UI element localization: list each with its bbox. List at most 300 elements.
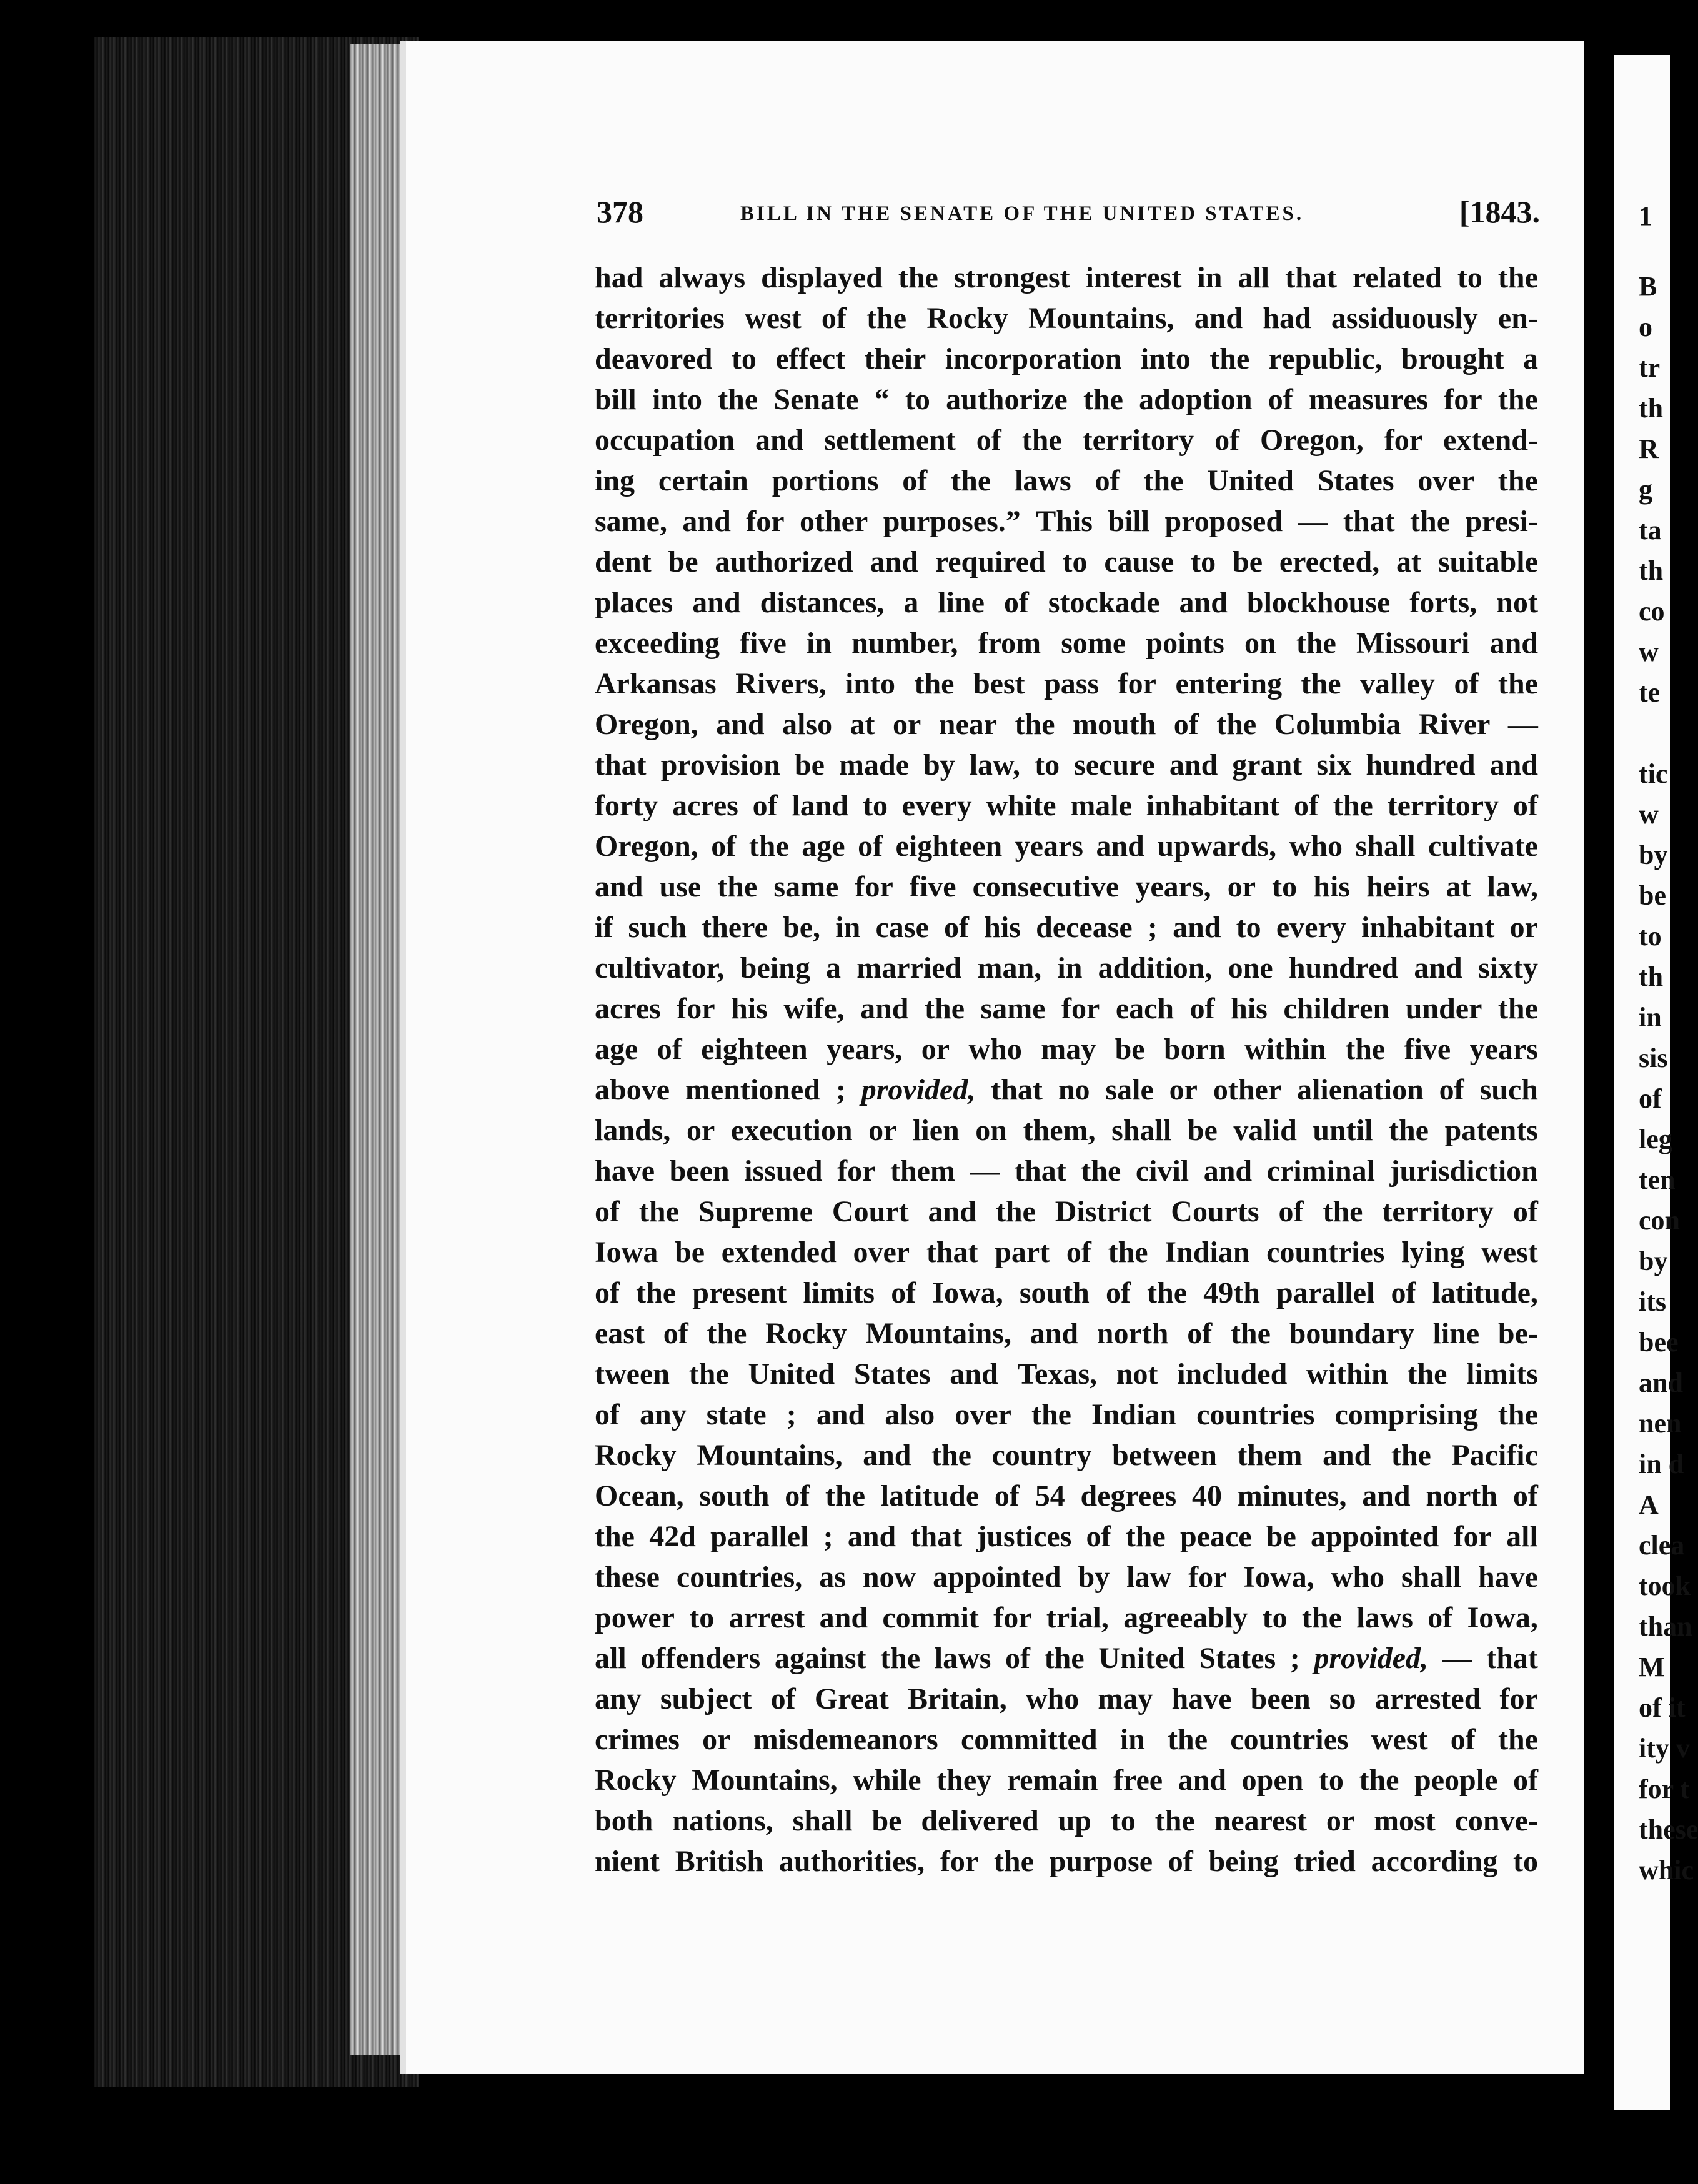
word: arrested [1374, 1682, 1481, 1715]
word: lien [913, 1114, 960, 1147]
word: that [595, 748, 647, 782]
word: of [1439, 1073, 1464, 1106]
word: of [752, 789, 778, 822]
word: to [905, 383, 930, 416]
word: be, [783, 911, 821, 944]
word: and [1030, 1317, 1079, 1350]
word: of [1066, 1236, 1091, 1269]
word: be [794, 748, 825, 782]
word: and [860, 992, 909, 1025]
word: children [1283, 992, 1390, 1025]
word: the [1389, 1114, 1429, 1147]
word: the [1497, 464, 1538, 497]
word: law, [1487, 870, 1538, 903]
word: or [1169, 1073, 1198, 1106]
word: six [1316, 748, 1352, 782]
word: of [1214, 424, 1240, 457]
word: for [1444, 383, 1482, 416]
word: and [692, 586, 741, 619]
word: the [914, 667, 955, 700]
facing-page-fragment: took [1639, 1571, 1691, 1601]
word: cultivate [1428, 830, 1538, 863]
word: Pacific [1451, 1439, 1538, 1472]
word: some [1061, 627, 1126, 660]
word: Iowa, [1243, 1561, 1314, 1594]
word: of [1450, 1723, 1476, 1756]
word: deavored [595, 342, 713, 375]
word: case [875, 911, 929, 944]
word: of [1003, 586, 1029, 619]
word: ; [1289, 1642, 1300, 1675]
facing-page-fragment: ity v [1639, 1733, 1690, 1764]
word: the [1301, 667, 1341, 700]
facing-page-fragment: its [1639, 1286, 1666, 1317]
word: or [702, 1723, 731, 1756]
facing-page-fragment: te [1639, 677, 1661, 708]
word: certain [658, 464, 748, 497]
word: on [975, 1114, 1007, 1147]
word: Iowa, [932, 1276, 1003, 1309]
word: and [1203, 1154, 1253, 1188]
word: have [595, 1154, 655, 1188]
word: the [866, 302, 907, 335]
word: of [1005, 1642, 1031, 1675]
word: 42d [649, 1520, 696, 1553]
word: south [699, 1479, 770, 1512]
word: use [659, 870, 702, 903]
word: the [1407, 1358, 1447, 1391]
word: land [792, 789, 849, 822]
word: and [847, 1520, 896, 1553]
word: the [1497, 383, 1538, 416]
word: crimes [595, 1723, 680, 1756]
word: until [1313, 1114, 1373, 1147]
word: Indian [1091, 1398, 1177, 1431]
word: of [994, 1479, 1020, 1512]
word: power [595, 1601, 675, 1634]
facing-page-fragment: bee [1639, 1327, 1679, 1358]
word: the [1497, 1723, 1538, 1756]
word: provided, [861, 1073, 976, 1106]
text-line [595, 460, 1538, 501]
word: open [1241, 1764, 1304, 1797]
text-line [595, 1800, 1538, 1841]
word: or [1227, 870, 1256, 903]
word: people [1414, 1764, 1498, 1797]
word: of [1187, 1317, 1213, 1350]
word: in [1120, 1723, 1145, 1756]
word: and [1173, 911, 1221, 944]
text-line [595, 379, 1538, 420]
word: tried [1294, 1845, 1356, 1878]
word: and [1194, 302, 1243, 335]
word: District [1055, 1195, 1152, 1228]
word: five [1404, 1033, 1451, 1066]
word: — [1442, 1642, 1472, 1675]
word: of [663, 1317, 688, 1350]
word: alienation [1297, 1073, 1424, 1106]
word: appointed [1311, 1520, 1439, 1553]
word: acres [672, 789, 738, 822]
word: extended [721, 1236, 837, 1269]
word: of [1189, 992, 1215, 1025]
word: States [1199, 1642, 1276, 1675]
word: and [716, 708, 765, 741]
word: being [740, 951, 810, 985]
word: and [1489, 627, 1538, 660]
word: ; [786, 1398, 797, 1431]
word: five [740, 627, 787, 660]
word: within [1244, 1033, 1326, 1066]
word: offenders [640, 1642, 761, 1675]
word: over [955, 1398, 1011, 1431]
text-line [595, 1151, 1538, 1191]
word: shall [1401, 1561, 1462, 1594]
facing-page-fragment: B [1639, 271, 1657, 302]
word: north [1096, 1317, 1169, 1350]
word: blockhouse [1246, 586, 1391, 619]
word: This [1036, 505, 1093, 538]
word: for [940, 1845, 979, 1878]
word: and [682, 505, 731, 538]
word: inhabitant [1361, 911, 1495, 944]
word: dent [595, 545, 652, 578]
text-line [595, 298, 1538, 339]
word: one [1228, 951, 1273, 985]
word: Missouri [1356, 627, 1470, 660]
word: for [1499, 1682, 1538, 1715]
word: of [1512, 789, 1538, 822]
facing-page-fragment: than [1639, 1611, 1692, 1642]
word: the [1391, 1439, 1431, 1472]
word: by [923, 748, 955, 782]
word: eighteen [895, 830, 1003, 863]
word: be [1233, 545, 1263, 578]
word: male [1070, 789, 1132, 822]
text-line [595, 1557, 1538, 1597]
word: also [885, 1398, 935, 1431]
word: to [1110, 1804, 1136, 1837]
word: patents [1444, 1114, 1538, 1147]
word: sale [1105, 1073, 1154, 1106]
word: Iowa [595, 1236, 658, 1269]
word: misdemeanors [753, 1723, 938, 1756]
word: upwards, [1157, 830, 1277, 863]
facing-page-fragment: to [1639, 921, 1662, 951]
word: the [1216, 708, 1257, 741]
word: Columbia [1274, 708, 1401, 741]
word: tween [595, 1358, 670, 1391]
word: no [1058, 1073, 1090, 1106]
word: of [595, 1276, 620, 1309]
word: of [1086, 1520, 1111, 1553]
text-line [595, 420, 1538, 460]
word: country [991, 1439, 1092, 1472]
word: over [1417, 464, 1474, 497]
word: also [782, 708, 833, 741]
word: laws [1015, 464, 1071, 497]
word: countries [1266, 1236, 1385, 1269]
word: both [595, 1804, 653, 1837]
word: line [938, 586, 985, 619]
text-line [595, 1760, 1538, 1800]
word: of [1278, 1195, 1304, 1228]
facing-page-fragment: th [1639, 555, 1664, 586]
word: the [1323, 1195, 1363, 1228]
word: shall [1111, 1114, 1172, 1147]
word: be [1187, 1114, 1218, 1147]
word: stockade [1048, 586, 1160, 619]
word: east [595, 1317, 645, 1350]
word: civil [1135, 1154, 1189, 1188]
word: cultivator, [595, 951, 725, 985]
word: provision [660, 748, 780, 782]
word: and [816, 1398, 865, 1431]
word: minutes, [1237, 1479, 1347, 1512]
word: have [1477, 1561, 1538, 1594]
word: of [595, 1398, 620, 1431]
word: into [1140, 342, 1191, 375]
word: ; [1147, 911, 1158, 944]
text-line [595, 826, 1538, 866]
word: between [1112, 1439, 1217, 1472]
word: required [935, 545, 1046, 578]
header-year: [1843. [1459, 194, 1540, 229]
word: inhabitant [1146, 789, 1280, 822]
word: been [669, 1154, 730, 1188]
facing-page-fragment: w [1639, 637, 1659, 667]
text-line [595, 1435, 1538, 1476]
word: or [921, 1033, 950, 1066]
text-line [595, 745, 1538, 785]
word: justices [976, 1520, 1072, 1553]
word: the [1497, 667, 1538, 700]
facing-page-fragment: by [1639, 840, 1668, 870]
word: of [1106, 1276, 1131, 1309]
word: years, [827, 1033, 903, 1066]
text-line [595, 1516, 1538, 1557]
word: born [1164, 1033, 1226, 1066]
word: the [1147, 1276, 1188, 1309]
text-line [595, 257, 1538, 298]
word: had [595, 261, 643, 294]
word: to [862, 789, 888, 822]
word: the [1031, 1398, 1071, 1431]
word: republic, [1268, 342, 1383, 375]
word: of [1512, 1479, 1538, 1512]
word: the [1497, 1398, 1538, 1431]
word: authorized [715, 545, 853, 578]
word: nient [595, 1845, 660, 1878]
word: territory [1382, 1195, 1494, 1228]
word: shall [1355, 830, 1416, 863]
word: limits [1466, 1358, 1538, 1391]
word: and [1096, 830, 1144, 863]
word: on [1244, 627, 1276, 660]
word: who [968, 1033, 1022, 1066]
facing-page-fragment: M [1639, 1652, 1665, 1682]
word: years [1015, 830, 1083, 863]
word: cause [1104, 545, 1174, 578]
text-line [595, 1070, 1538, 1110]
text-line [595, 1273, 1538, 1313]
word: for [1188, 1561, 1227, 1594]
word: settlement [824, 424, 956, 457]
word: other [1213, 1073, 1282, 1106]
text-line [595, 582, 1538, 623]
word: present [692, 1276, 787, 1309]
text-line [595, 1597, 1538, 1638]
word: heirs [1366, 870, 1430, 903]
text-line [595, 1719, 1538, 1760]
text-line [595, 1638, 1538, 1679]
word: the [931, 1439, 971, 1472]
word: north [1426, 1479, 1498, 1512]
word: and [1362, 1479, 1411, 1512]
word: their [864, 342, 926, 375]
word: Court [832, 1195, 909, 1228]
body-text [595, 257, 1538, 1882]
word: assiduously [1331, 302, 1478, 335]
text-line [595, 1394, 1538, 1435]
word: extend- [1442, 424, 1538, 457]
word: line [1432, 1317, 1480, 1350]
word: the [1021, 424, 1062, 457]
word: Rivers, [735, 667, 827, 700]
word: included [1177, 1358, 1288, 1391]
word: years [1469, 1033, 1538, 1066]
facing-page-fragment: clea [1639, 1530, 1685, 1561]
word: points [1146, 627, 1224, 660]
word: committed [960, 1723, 1098, 1756]
word: countries [1196, 1398, 1315, 1431]
word: issued [744, 1154, 823, 1188]
word: the [717, 870, 758, 903]
word: territories [595, 302, 725, 335]
word: presi- [1465, 505, 1538, 538]
word: be [668, 545, 698, 578]
word: best [973, 667, 1025, 700]
word: part [995, 1236, 1050, 1269]
word: for [993, 1601, 1032, 1634]
text-line [595, 785, 1538, 826]
word: into [845, 667, 895, 700]
word: and [1179, 586, 1228, 619]
facing-page-fragment: in d [1639, 1449, 1684, 1479]
word: appointed [933, 1561, 1061, 1594]
word: hundred [1366, 748, 1476, 782]
word: number, [851, 627, 958, 660]
text-line [595, 1841, 1538, 1882]
text-line [595, 542, 1538, 582]
word: agreeably [1123, 1601, 1248, 1634]
word: authorize [946, 383, 1068, 416]
word: each [1115, 992, 1174, 1025]
word: distances, [760, 586, 885, 619]
word: the [1497, 261, 1538, 294]
word: the [993, 1845, 1034, 1878]
word: Mountains, [697, 1439, 843, 1472]
word: suitable [1437, 545, 1538, 578]
word: sixty [1477, 951, 1538, 985]
word: places [595, 586, 673, 619]
word: white [986, 789, 1056, 822]
word: mentioned [685, 1073, 820, 1106]
word: 49th [1203, 1276, 1260, 1309]
word: Oregon, [595, 708, 698, 741]
word: that [926, 1236, 978, 1269]
text-line [595, 1679, 1538, 1719]
word: of [1173, 708, 1199, 741]
word: secure [1074, 748, 1155, 782]
word: “ [874, 383, 890, 416]
word: Indian [1164, 1236, 1250, 1269]
word: latitude [880, 1479, 980, 1512]
word: now [862, 1561, 916, 1594]
word: Arkansas [595, 667, 717, 700]
word: and [595, 870, 643, 903]
word: to [1236, 911, 1261, 944]
word: for [837, 1154, 876, 1188]
word: Mountains, [1028, 302, 1174, 335]
word: any [595, 1682, 642, 1715]
word: the [1359, 1764, 1399, 1797]
word: commit [882, 1601, 979, 1634]
word: the [1044, 1642, 1085, 1675]
word: age [595, 1033, 638, 1066]
word: latitude, [1432, 1276, 1538, 1309]
text-line [595, 339, 1538, 379]
word: of [1512, 1195, 1538, 1228]
word: to [1062, 545, 1088, 578]
word: any [640, 1398, 687, 1431]
word: adoption [1139, 383, 1253, 416]
word: parallel [710, 1520, 809, 1553]
word: and [928, 1195, 976, 1228]
word: nations, [672, 1804, 773, 1837]
word: a [826, 951, 842, 985]
word: west [745, 302, 802, 335]
text-line [595, 501, 1538, 542]
facing-page-fragment: nen [1639, 1408, 1682, 1439]
word: the [638, 1195, 679, 1228]
word: the [1230, 1317, 1271, 1350]
facing-page-fragment: whic [1639, 1855, 1694, 1885]
word: strongest [953, 261, 1070, 294]
word: being [1208, 1845, 1279, 1878]
facing-page-fragment: g [1639, 474, 1652, 505]
word: peace [1179, 1520, 1252, 1553]
word: United [1098, 1642, 1185, 1675]
word: forty [595, 789, 658, 822]
word: the [951, 464, 991, 497]
word: to [1512, 1845, 1538, 1878]
word: from [978, 627, 1041, 660]
word: west [1481, 1236, 1538, 1269]
word: of [1095, 464, 1120, 497]
word: grant [1232, 748, 1303, 782]
text-line [595, 948, 1538, 988]
word: for [1061, 992, 1100, 1025]
word: not [1496, 586, 1538, 619]
facing-page-fragment: 1 [1639, 201, 1652, 231]
word: or [892, 708, 921, 741]
word: 40 [1191, 1479, 1222, 1512]
word: purposes.” [883, 505, 1021, 538]
word: territory [1387, 789, 1499, 822]
word: Rocky [765, 1317, 847, 1350]
text-line [595, 1110, 1538, 1151]
